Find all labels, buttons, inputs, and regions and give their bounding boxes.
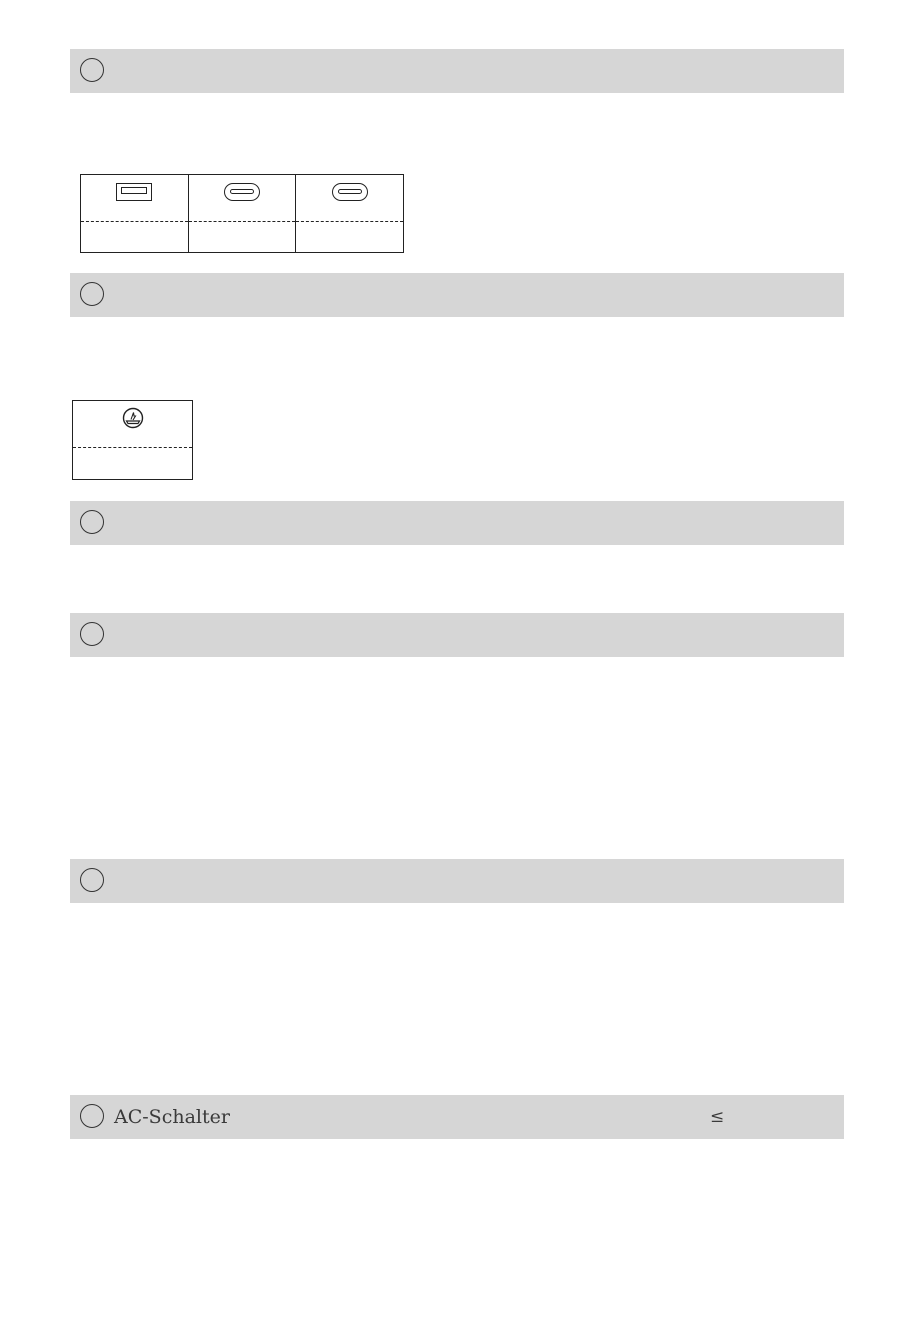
wireless-charging-icon	[122, 407, 144, 429]
dashed-divider	[81, 221, 188, 222]
usb-c-port-icon	[224, 183, 260, 201]
section-note: ≤	[710, 1107, 725, 1127]
section-header-3	[70, 501, 844, 545]
port-cell-usb-c-1	[189, 175, 297, 252]
usb-c-port-icon	[332, 183, 368, 201]
section-header-ac-switch	[70, 1095, 844, 1139]
section-header-4	[70, 613, 844, 657]
section-number-circle	[80, 868, 104, 892]
section-header-2	[70, 273, 844, 317]
section-number-circle	[80, 58, 104, 82]
port-cell-usb-c-2	[296, 175, 403, 252]
dashed-divider	[73, 447, 192, 448]
section-title: AC-Schalter	[114, 1106, 230, 1128]
usb-a-port-icon	[116, 183, 152, 201]
wireless-charging-box	[72, 400, 193, 480]
section-header-1	[70, 49, 844, 93]
section-number-circle	[80, 1104, 104, 1128]
section-number-circle	[80, 282, 104, 306]
port-cell-usb-a	[81, 175, 189, 252]
dashed-divider	[296, 221, 403, 222]
section-header-5	[70, 859, 844, 903]
port-table	[80, 174, 404, 253]
section-number-circle	[80, 622, 104, 646]
section-number-circle	[80, 510, 104, 534]
dashed-divider	[189, 221, 296, 222]
